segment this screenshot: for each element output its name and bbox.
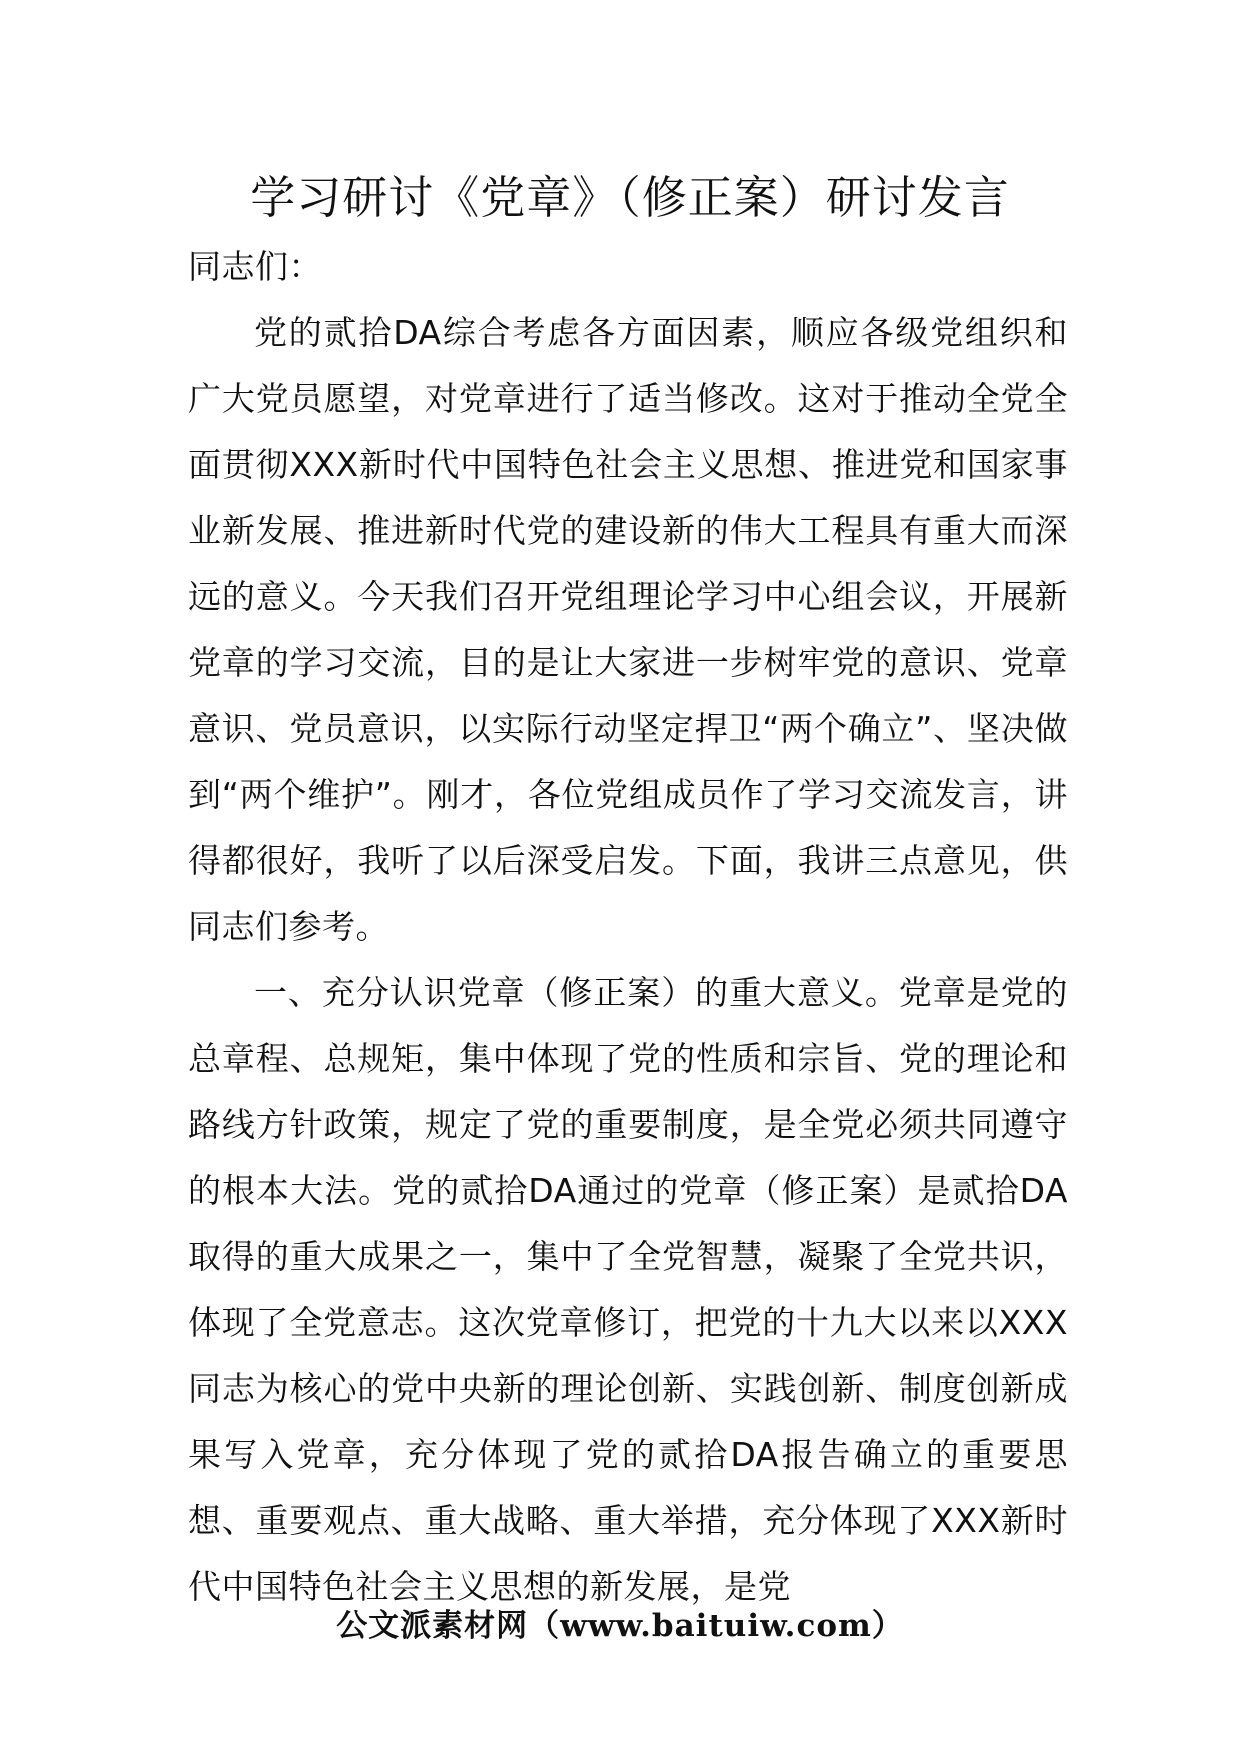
paragraph-intro: 党的贰拾DA综合考虑各方面因素，顺应各级党组织和广大党员愿望，对党章进行了适当修改。这对于推动全党全面贯彻XXX新时代中国特色社会主义思想、推进党和国家事业新发展、推进新时代党的建设新的伟大工程具有重大而深远的意义。今天我们召开党组理论学习中心组会议，开展新党章的学习交流，目的是让大家进一步树牢党的意识、党章意识、党员意识，以实际行动坚定捍卫“两个确立”、坚决做到“两个维护”。刚才，各位党组成员作了学习交流发言，讲得都很好，我听了以后深受启发。下面，我讲三点意见，供同志们参考。: [188, 313, 1068, 946]
document-body: [188, 234, 1068, 1620]
document-title: 学习研讨《党章》（修正案）研讨发言: [250, 171, 1010, 224]
footer-watermark: 公文派素材网（www.baituiw.com）: [336, 1608, 904, 1644]
paragraph-section-one: 一、充分认识党章（修正案）的重大意义。党章是党的总章程、总规矩，集中体现了党的性质和宗旨、党的理论和路线方针政策，规定了党的重要制度，是全党必须共同遵守的根本大法。党的贰拾DA通过的党章（修正案）是贰拾DA取得的重大成果之一，集中了全党智慧，凝聚了全党共识，体现了全党意志。这次党章修订，把党的十九大以来以XXX同志为核心的党中央新的理论创新、实践创新、制度创新成果写入党章，充分体现了党的贰拾DA报告确立的重要思想、重要观点、重大战略、重大举措，充分体现了XXX新时代中国特色社会主义思想的新发展，是党: [188, 973, 1068, 1606]
salutation: 同志们：: [188, 247, 322, 286]
